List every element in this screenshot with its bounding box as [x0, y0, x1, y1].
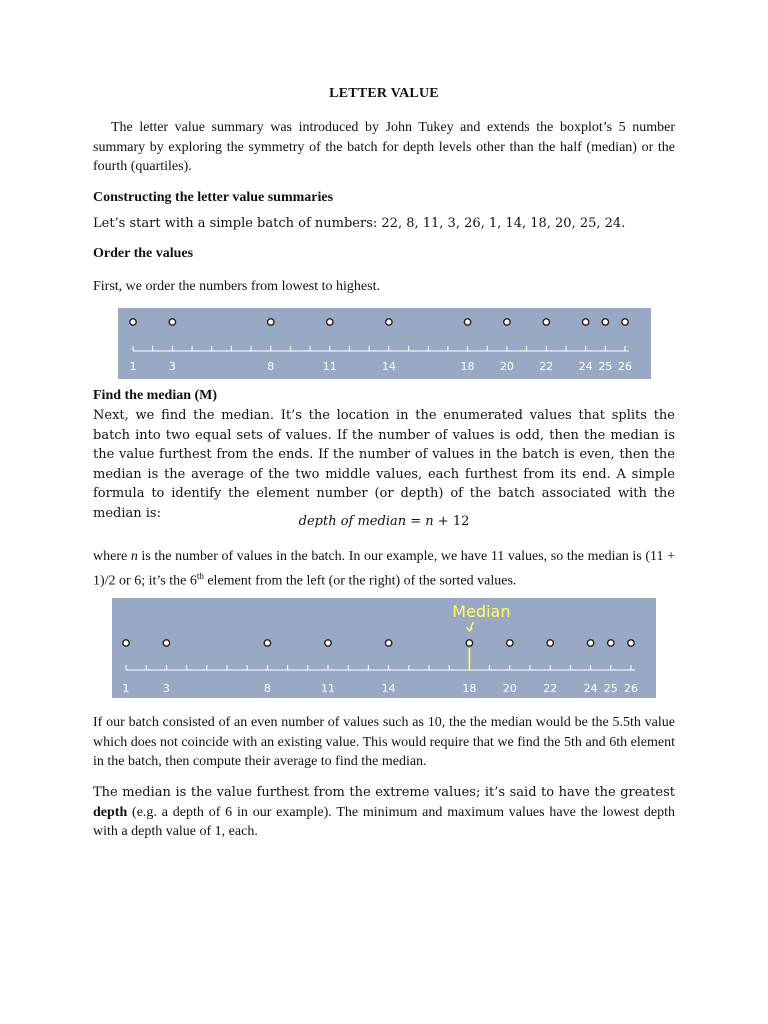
data-point: [622, 319, 628, 325]
data-point: [123, 640, 129, 646]
tick-label: 24: [578, 360, 593, 373]
data-point: [504, 319, 510, 325]
formula-eq: =: [406, 514, 426, 529]
tick-label: 26: [624, 682, 638, 695]
tick-label: 1: [122, 682, 130, 695]
tick-label: 25: [603, 682, 618, 695]
dotplot-median-svg: [112, 598, 656, 698]
depth-bold: depth: [93, 804, 128, 820]
tick-label: 11: [322, 360, 337, 373]
section-heading-constructing: Constructing the letter value summaries: [93, 190, 334, 205]
data-point: [130, 319, 136, 325]
data-point: [385, 640, 391, 646]
data-point: [543, 319, 549, 325]
order-sentence: First, we order the numbers from lowest to highest.: [93, 279, 380, 294]
data-point: [602, 319, 608, 325]
formula-rhs-rest: + 12: [433, 514, 470, 529]
tick-label: 22: [543, 682, 558, 695]
tick-label: 3: [168, 360, 176, 373]
median-label: Median: [452, 602, 511, 621]
depth-text-2: (e.g. a depth of 6 in our example). The minimum and maximum values have the lowest depth with a depth value of 1, each.: [93, 804, 675, 839]
tick-label: 14: [381, 682, 396, 695]
data-point: [268, 319, 274, 325]
data-point: [507, 640, 513, 646]
data-point: [587, 640, 593, 646]
where-text-1: where: [93, 549, 131, 564]
even-paragraph: If our batch consisted of an even number of values such as 10, the the median would be the 5.5th value which does not coincide with an existing value. This would require that we find the 5th and 6th element in the batch, then compute their average to find the median.: [93, 715, 675, 769]
formula-lhs: depth of median: [298, 514, 407, 529]
data-point: [547, 640, 553, 646]
tick-label: 3: [162, 682, 170, 695]
tick-label: 20: [499, 360, 514, 373]
dotplot-median: [112, 598, 656, 698]
data-point: [628, 640, 634, 646]
batch-sentence: Let’s start with a simple batch of numbers: 22, 8, 11, 3, 26, 1, 14, 18, 20, 25, 24.: [93, 216, 626, 231]
data-point: [464, 319, 470, 325]
median-explanation: [93, 406, 675, 523]
tick-label: 11: [321, 682, 335, 695]
where-paragraph: [93, 547, 675, 591]
tick-label: 14: [381, 360, 396, 373]
depth-paragraph: [93, 783, 675, 842]
tick-label: 25: [598, 360, 613, 373]
depth-text-1: The median is the value furthest from the extreme values; it’s said to have the greatest: [93, 785, 675, 800]
where-sup: th: [196, 570, 204, 581]
median-explanation-text: Next, we find the median. It’s the location in the enumerated values that splits the batch into two equal sets of values. If the number of values is odd, then the median is the value furthest from the ends. If the number of values in the batch is even, then the median is the average of the two middle values, each furthest from its end. A simple formula to identify the element number (or depth) of the batch associated with the median is:: [93, 408, 675, 521]
tick-label: 26: [618, 360, 632, 373]
page-title: LETTER VALUE: [329, 86, 439, 101]
data-point: [325, 640, 331, 646]
where-text-2: is the number of values in the batch. In our example, we have 11 values, so the median is (11 + 1)/2 or 6; it’s the 6: [93, 549, 675, 589]
section-heading-order: Order the values: [93, 246, 194, 261]
data-point: [163, 640, 169, 646]
data-point: [264, 640, 270, 646]
tick-label: 24: [583, 682, 598, 695]
data-point: [327, 319, 333, 325]
data-point: [608, 640, 614, 646]
tick-label: 20: [502, 682, 517, 695]
tick-label: 8: [263, 682, 271, 695]
tick-label: 8: [267, 360, 275, 373]
tick-label: 22: [539, 360, 554, 373]
where-text-3: element from the left (or the right) of the sorted values.: [203, 573, 517, 589]
intro-paragraph: The letter value summary was introduced by John Tukey and extends the boxplot’s 5 number summary by exploring the symmetry of the batch for depth levels other than the half (median) or the fourth (quartiles).: [93, 120, 675, 174]
tick-label: 1: [129, 360, 137, 373]
dotplot-ordered-svg: [118, 308, 651, 379]
data-point: [466, 640, 472, 646]
data-point: [169, 319, 175, 325]
data-point: [386, 319, 392, 325]
tick-label: 18: [462, 682, 477, 695]
median-formula: [0, 514, 768, 529]
where-n: n: [130, 549, 138, 564]
section-heading-median: Find the median (M): [93, 388, 218, 403]
dotplot-ordered-values: [118, 308, 651, 379]
data-point: [582, 319, 588, 325]
formula-rhs-var: n: [425, 514, 434, 529]
tick-label: 18: [460, 360, 475, 373]
